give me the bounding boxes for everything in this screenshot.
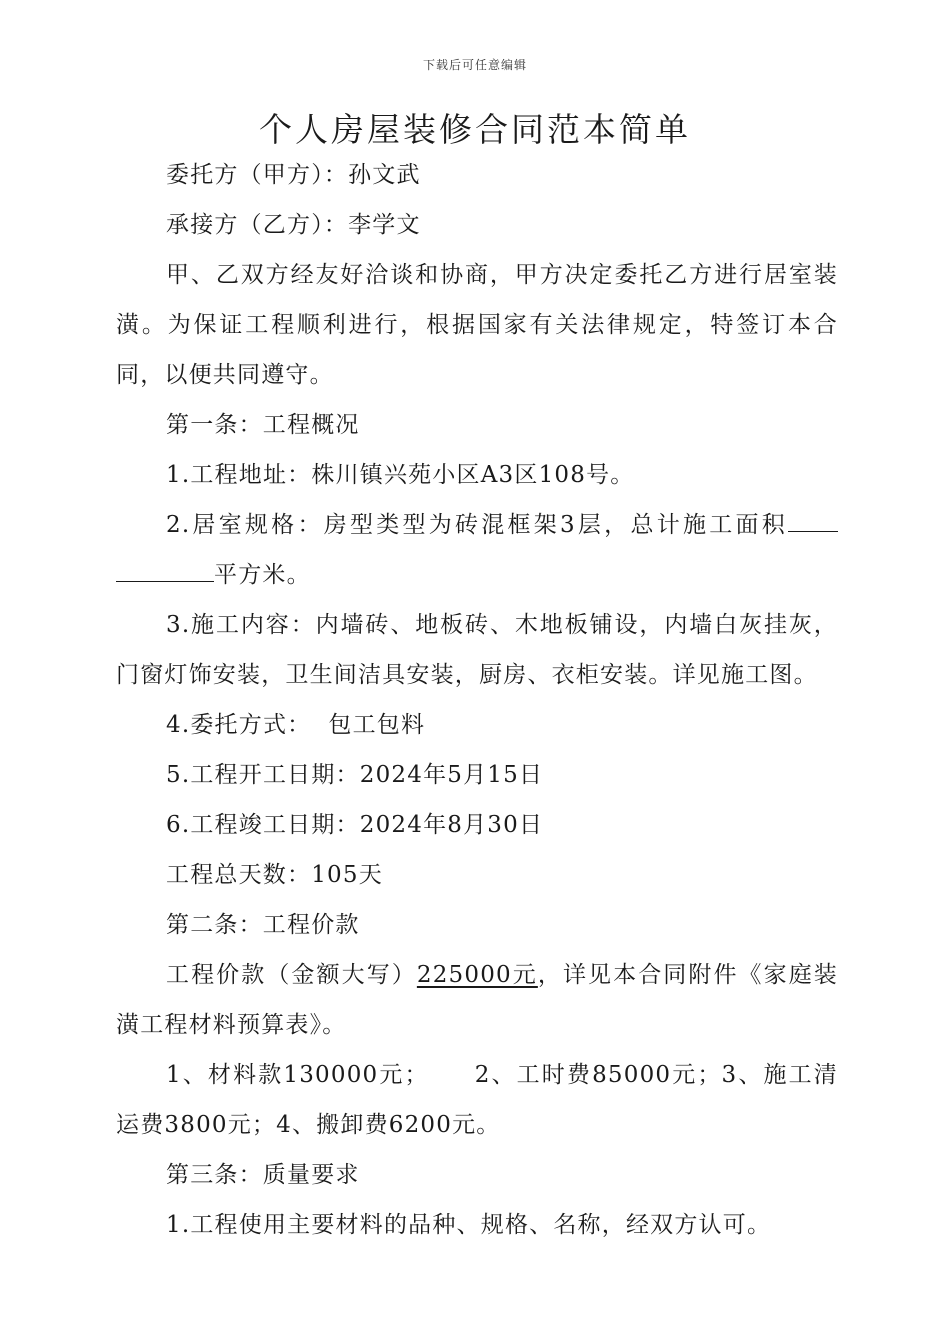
area-blank-line [788,509,838,532]
price-item-others: 2、工时费85000元；3、施工清运费3800元；4、搬卸费6200元。 [116,1062,838,1138]
article1-spec [116,500,838,600]
article1-content: 3.施工内容：内墙砖、地板砖、木地板铺设，内墙白灰挂灰，门窗灯饰安装，卫生间洁具安装，厨房、衣柜安装。详见施工图。 [116,612,838,688]
article1-address: 1.工程地址：株川镇兴苑小区A3区108号。 [166,462,635,488]
article1-end-date: 6.工程竣工日期：2024年8月30日 [166,812,544,838]
contractor-line: 承接方（乙方）：李学文 [166,212,421,238]
spec-text-after: 平方米。 [214,562,311,588]
article1-start-date: 5.工程开工日期：2024年5月15日 [166,762,544,788]
document-body [116,150,838,1250]
header-note: 下载后可任意编辑 [422,58,527,72]
article2-price [116,950,838,1050]
document-title: 个人房屋装修合同范本简单 [259,110,691,149]
article2-items [116,1050,838,1150]
article1-heading: 第一条：工程概况 [166,412,360,438]
price-prefix: 工程价款（金额大写） [166,962,417,988]
spec-text-before: 2.居室规格：房型类型为砖混框架3层，总计施工面积 [166,512,788,538]
intro-paragraph: 甲、乙双方经友好洽谈和协商，甲方决定委托乙方进行居室装潢。为保证工程顺利进行，根据国家有关法律规定，特签订本合同，以便共同遵守。 [116,262,838,388]
article1-total-days: 工程总天数：105天 [166,862,383,888]
client-line: 委托方（甲方）：孙文武 [166,162,421,188]
article1-method: 4.委托方式： 包工包料 [166,712,426,738]
price-item-materials: 1、材料款130000元； [166,1062,429,1088]
article3-heading: 第三条：质量要求 [166,1162,360,1188]
article3-item1: 1.工程使用主要材料的品种、规格、名称，经双方认可。 [166,1212,772,1238]
price-amount: 225000元 [416,962,538,988]
area-blank-line-continued [116,559,214,582]
article2-heading: 第二条：工程价款 [166,912,360,938]
price-suffix: ，详见本合同附件《家庭装潢工程材料预算表》。 [116,962,839,1038]
